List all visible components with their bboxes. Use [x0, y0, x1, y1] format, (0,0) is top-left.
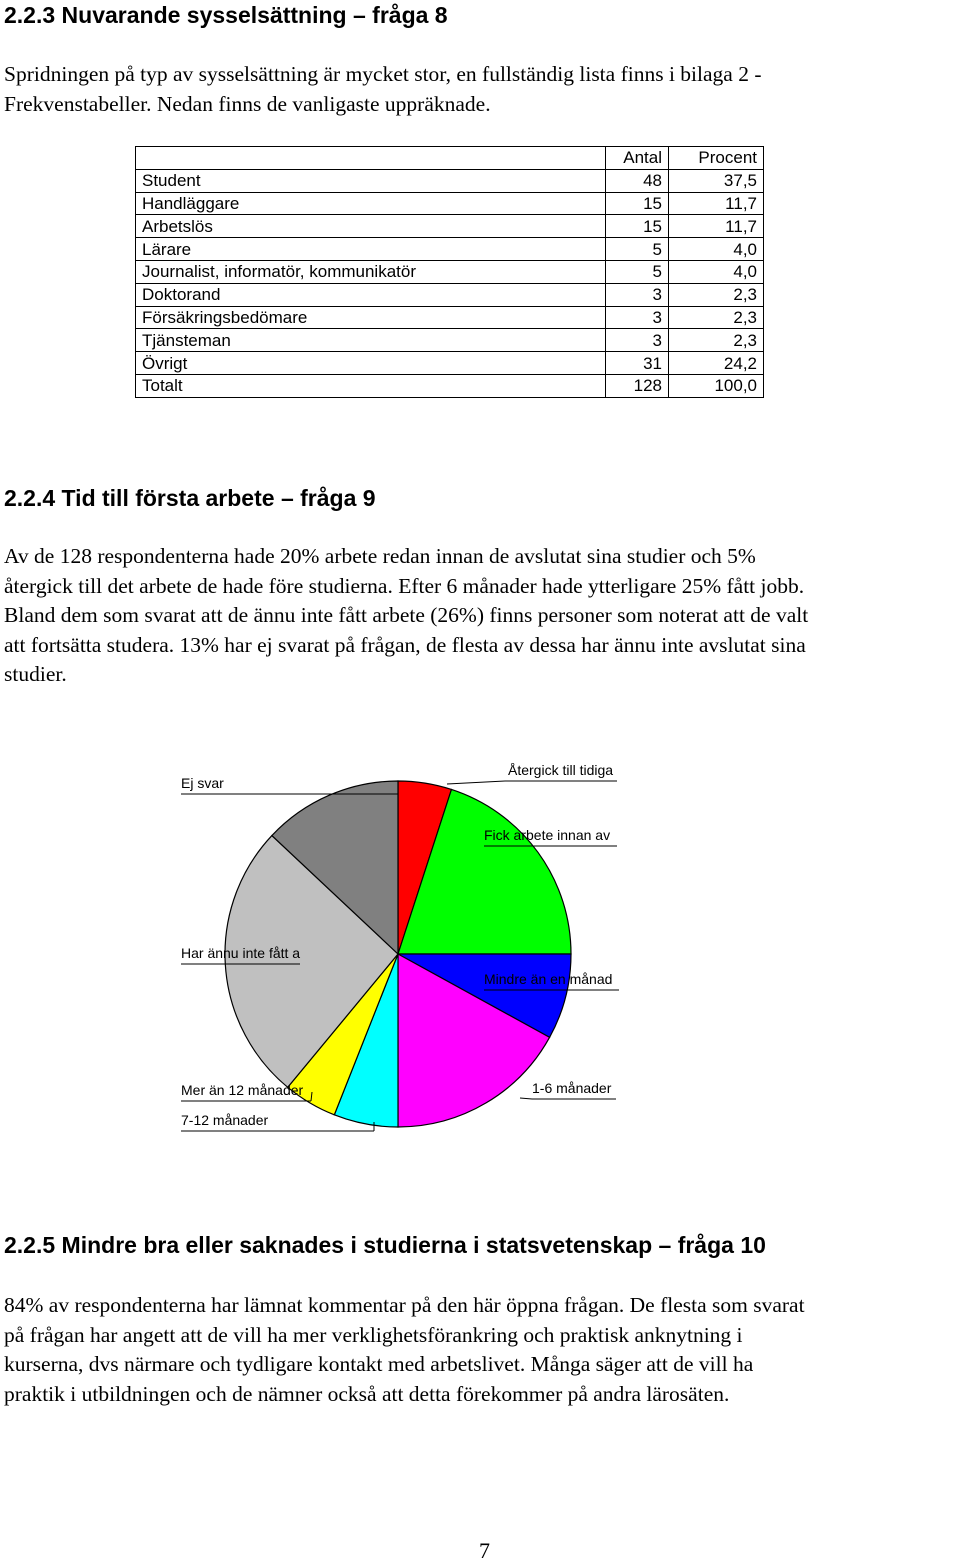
- table-cell-label: Övrigt: [136, 352, 606, 375]
- text-line: Frekvenstabeller. Nedan finns de vanligaste uppräknade.: [4, 91, 491, 116]
- table-cell-label: Journalist, informatör, kommunikatör: [136, 260, 606, 283]
- table-cell-procent: Procent: [669, 147, 764, 170]
- table-cell-antal: 15: [606, 192, 669, 215]
- table-cell-procent: 11,7: [669, 215, 764, 238]
- table-cell-label: Arbetslös: [136, 215, 606, 238]
- table-cell-antal: 5: [606, 260, 669, 283]
- table-cell-antal: 3: [606, 306, 669, 329]
- table-cell-procent: 37,5: [669, 169, 764, 192]
- text-line: Av de 128 respondenterna hade 20% arbete redan innan de avslutat sina studier och 5%: [4, 544, 756, 568]
- text-line: studier.: [4, 662, 67, 686]
- pie-leader-line: [520, 1098, 532, 1099]
- table-cell-antal: Antal: [606, 147, 669, 170]
- text-line: praktik i utbildningen och de nämner också att detta förekommer på andra lärosäten.: [4, 1381, 730, 1406]
- pie-slice-label: Mindre än en månad: [484, 971, 613, 987]
- table-cell-label: Lärare: [136, 238, 606, 261]
- table-cell-procent: 2,3: [669, 306, 764, 329]
- table-cell-procent: 24,2: [669, 352, 764, 375]
- pie-slice-label: Fick arbete innan av: [484, 827, 611, 843]
- page-number: 7: [479, 1538, 490, 1563]
- pie-slice-label: Ej svar: [181, 775, 224, 791]
- table-cell-antal: 31: [606, 352, 669, 375]
- table-cell-procent: 4,0: [669, 260, 764, 283]
- pie-slice-label: Mer än 12 månader: [181, 1082, 304, 1098]
- text-line: att fortsätta studera. 13% har ej svarat på frågan, de flesta av dessa har ännu inte avslutat sina: [4, 632, 806, 657]
- table-cell-label: Totalt: [136, 374, 606, 397]
- table-cell-antal: 15: [606, 215, 669, 238]
- table-cell-procent: 100,0: [669, 374, 764, 397]
- text-line: återgick till det arbete de hade före studierna. Efter 6 månader hade ytterligare 25% fått jobb.: [4, 573, 805, 598]
- pie-leader-line: [447, 781, 505, 784]
- text-line: på frågan har angett att de vill ha mer verklighetsförankring och praktisk anknytning i: [4, 1322, 743, 1347]
- table-cell-procent: 2,3: [669, 283, 764, 306]
- table-cell-procent: 4,0: [669, 238, 764, 261]
- pie-slice-label: 1-6 månader: [532, 1080, 612, 1096]
- table-cell-antal: 5: [606, 238, 669, 261]
- table-cell-label: Tjänsteman: [136, 329, 606, 352]
- pie-slice-label: 7-12 månader: [181, 1112, 269, 1128]
- table-cell-label: Försäkringsbedömare: [136, 306, 606, 329]
- text-line: Spridningen på typ av sysselsättning är mycket stor, en fullständig lista finns i bilaga 2 -: [4, 62, 762, 86]
- text-line: Bland dem som svarat att de ännu inte fått arbete (26%) finns personer som noterat att de valt: [4, 603, 809, 627]
- table-cell-antal: 3: [606, 283, 669, 306]
- table-cell-procent: 11,7: [669, 192, 764, 215]
- pie-slice-label: Har ännu inte fått a: [181, 945, 301, 961]
- table-cell-antal: 48: [606, 169, 669, 192]
- text-line: 84% av respondenterna har lämnat kommentar på den här öppna frågan. De flesta som svarat: [4, 1293, 805, 1317]
- table-cell-label: Doktorand: [136, 283, 606, 306]
- section-heading-2-2-4: 2.2.4 Tid till första arbete – fråga 9: [4, 485, 376, 511]
- pie-slice-label: Återgick till tidiga: [508, 762, 614, 778]
- section-heading-2-2-5: 2.2.5 Mindre bra eller saknades i studierna i statsvetenskap – fråga 10: [4, 1232, 766, 1258]
- section-heading-2-2-3: 2.2.3 Nuvarande sysselsättning – fråga 8: [4, 2, 448, 28]
- table-cell-label: Student: [136, 169, 606, 192]
- text-line: kurserna, dvs närmare och tydligare kontakt med arbetslivet. Många säger att de vill ha: [4, 1352, 754, 1376]
- table-cell-label: Handläggare: [136, 192, 606, 215]
- table-cell-antal: 128: [606, 374, 669, 397]
- table-cell-antal: 3: [606, 329, 669, 352]
- table-cell-procent: 2,3: [669, 329, 764, 352]
- paragraph-2-2-5: [4, 1291, 960, 1409]
